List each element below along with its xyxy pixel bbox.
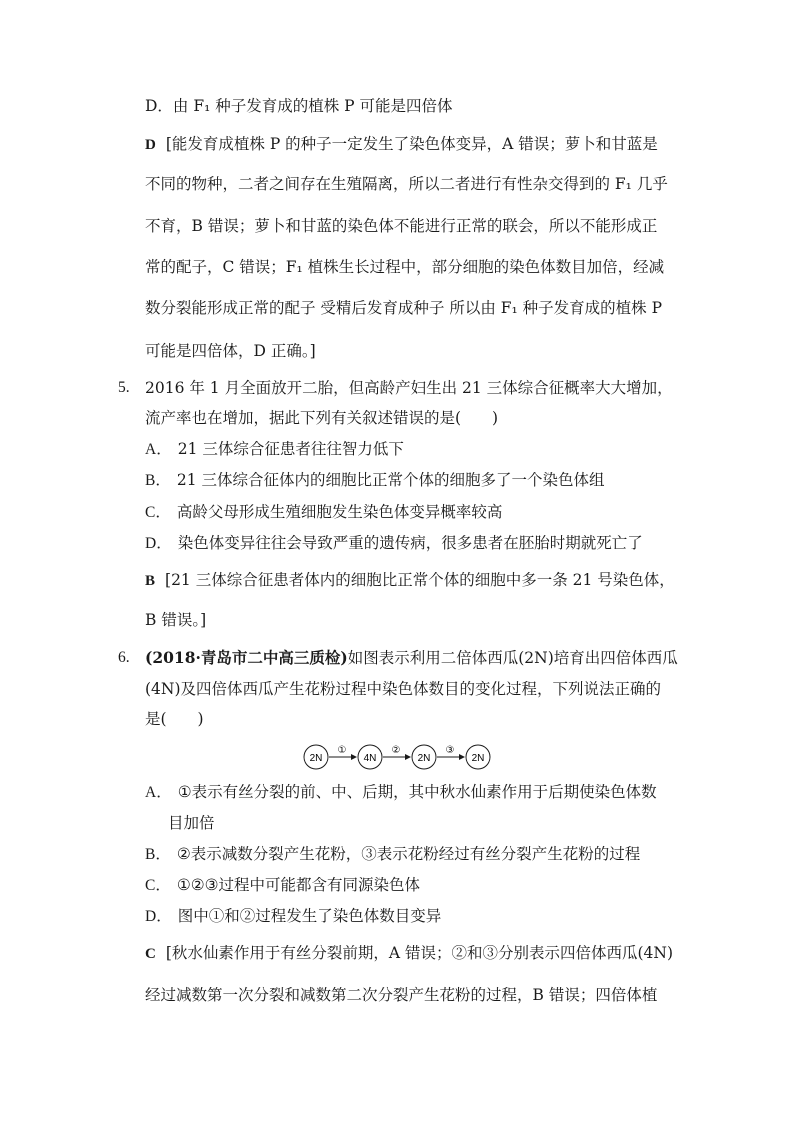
q6-stem-line-3: 是( ): [145, 710, 204, 728]
diagram-arrow-label: ③: [445, 745, 455, 756]
diagram-node-label: 2N: [471, 753, 485, 764]
q5-option-c: [145, 502, 502, 523]
q4-answer-line-5: 数分裂能形成正常的配子 受精后发育成种子 所以由 F₁ 种子发育成的植株 P: [145, 299, 663, 317]
q6-option-a-cont: [168, 813, 215, 833]
diagram-arrow-1: [329, 745, 356, 757]
q5-answer-letter: B: [145, 573, 156, 589]
q5-answer-line-2: B 错误。]: [145, 611, 207, 629]
q6-stem-line-1: [145, 648, 678, 668]
q6-answer-line-1: [145, 943, 673, 964]
q5-stem-line-2: 流产率也在增加，据此下列有关叙述错误的是( ): [145, 409, 499, 427]
diagram-node-4: [466, 745, 490, 769]
diagram-node-1: [304, 745, 328, 769]
q4-answer-line-1: [145, 134, 658, 155]
diagram-node-label: 2N: [309, 753, 323, 764]
q4-answer-line-6: 可能是四倍体，D 正确。]: [145, 342, 316, 360]
option-label: A．: [145, 784, 172, 801]
option-label: C．: [145, 504, 171, 521]
q5-stem-line-1: 2016 年 1 月全面放开二胎，但高龄产妇生出 21 三体综合征概率大大增加，: [145, 379, 673, 397]
diagram-node-2: [358, 745, 382, 769]
option-text: 染色体变异往往会导致严重的遗传病，很多患者在胚胎时期就死亡了: [177, 534, 643, 552]
q6-answer-letter: C: [145, 946, 156, 962]
q6-answer-text-1: [秋水仙素作用于有丝分裂前期，A 错误；②和③分别表示四倍体西瓜(4N): [165, 944, 674, 962]
diagram-arrow-label: ②: [391, 745, 401, 756]
q4-answer-line-4: 常的配子，C 错误；F₁ 植株生长过程中，部分细胞的染色体数目加倍，经减: [145, 258, 665, 276]
q6-stem-line-2: (4N)及四倍体西瓜产生花粉过程中染色体数目的变化过程，下列说法正确的: [145, 680, 662, 698]
q6-option-d: [145, 906, 441, 927]
q5-option-d: [145, 533, 643, 554]
option-label: A．: [145, 441, 172, 458]
option-label: D．: [145, 908, 172, 925]
diagram-node-label: 2N: [417, 753, 431, 764]
q4-answer-text-1: [能发育成植株 P 的种子一定发生了染色体变异，A 错误；萝卜和甘蓝是: [165, 135, 658, 153]
option-text: ②表示减数分裂产生花粉，③表示花粉经过有丝分裂产生花粉的过程: [176, 845, 641, 863]
q6-number: 6.: [118, 649, 130, 666]
option-label: D．: [145, 535, 172, 552]
diagram-arrow-label: ①: [337, 745, 347, 756]
option-label: C．: [145, 877, 171, 894]
chromosome-change-diagram: [300, 742, 500, 772]
q6-stem-text-1: 如图表示利用二倍体西瓜(2N)培育出四倍体西瓜: [347, 649, 678, 667]
q4-answer-letter: D: [145, 137, 156, 153]
q6-source: (2018·青岛市二中高三质检): [145, 648, 348, 667]
option-text: 21 三体综合征体内的细胞比正常个体的细胞多了一个染色体组: [176, 471, 605, 489]
option-label: B．: [145, 846, 171, 863]
option-text: 目加倍: [168, 814, 215, 832]
diagram-arrow-2: [383, 745, 410, 757]
option-label: B．: [145, 472, 171, 489]
option-text: 21 三体综合征患者往往智力低下: [177, 440, 404, 458]
diagram-arrow-3: [437, 745, 464, 757]
option-text: ①②③过程中可能都含有同源染色体: [176, 876, 421, 894]
diagram-node-label: 4N: [363, 753, 377, 764]
diagram-node-3: [412, 745, 436, 769]
option-text: 高龄父母形成生殖细胞发生染色体变异概率较高: [176, 503, 503, 521]
q4-option-d: D．由 F₁ 种子发育成的植株 P 可能是四倍体: [145, 97, 453, 115]
q5-option-b: [145, 470, 605, 491]
option-text: ①表示有丝分裂的前、中、后期，其中秋水仙素作用于后期使染色体数: [177, 783, 657, 801]
q5-number: 5.: [118, 379, 130, 396]
q6-answer-line-2: 经过减数第一次分裂和减数第二次分裂产生花粉的过程，B 错误；四倍体植: [145, 986, 658, 1004]
q4-answer-line-3: 不育，B 错误；萝卜和甘蓝的染色体不能进行正常的联会，所以不能形成正: [145, 217, 658, 235]
q5-answer-line-1: [145, 570, 675, 591]
q6-option-c: [145, 875, 420, 896]
option-text: 图中①和②过程发生了染色体数目变异: [177, 907, 442, 925]
q5-answer-text-1: [21 三体综合征患者体内的细胞比正常个体的细胞中多一条 21 号染色体，: [165, 571, 675, 589]
q6-option-b: [145, 844, 640, 865]
q5-option-a: [145, 439, 404, 460]
q6-option-a: [145, 782, 657, 803]
q4-answer-line-2: 不同的物种，二者之间存在生殖隔离，所以二者进行有性杂交得到的 F₁ 几乎: [145, 175, 668, 193]
